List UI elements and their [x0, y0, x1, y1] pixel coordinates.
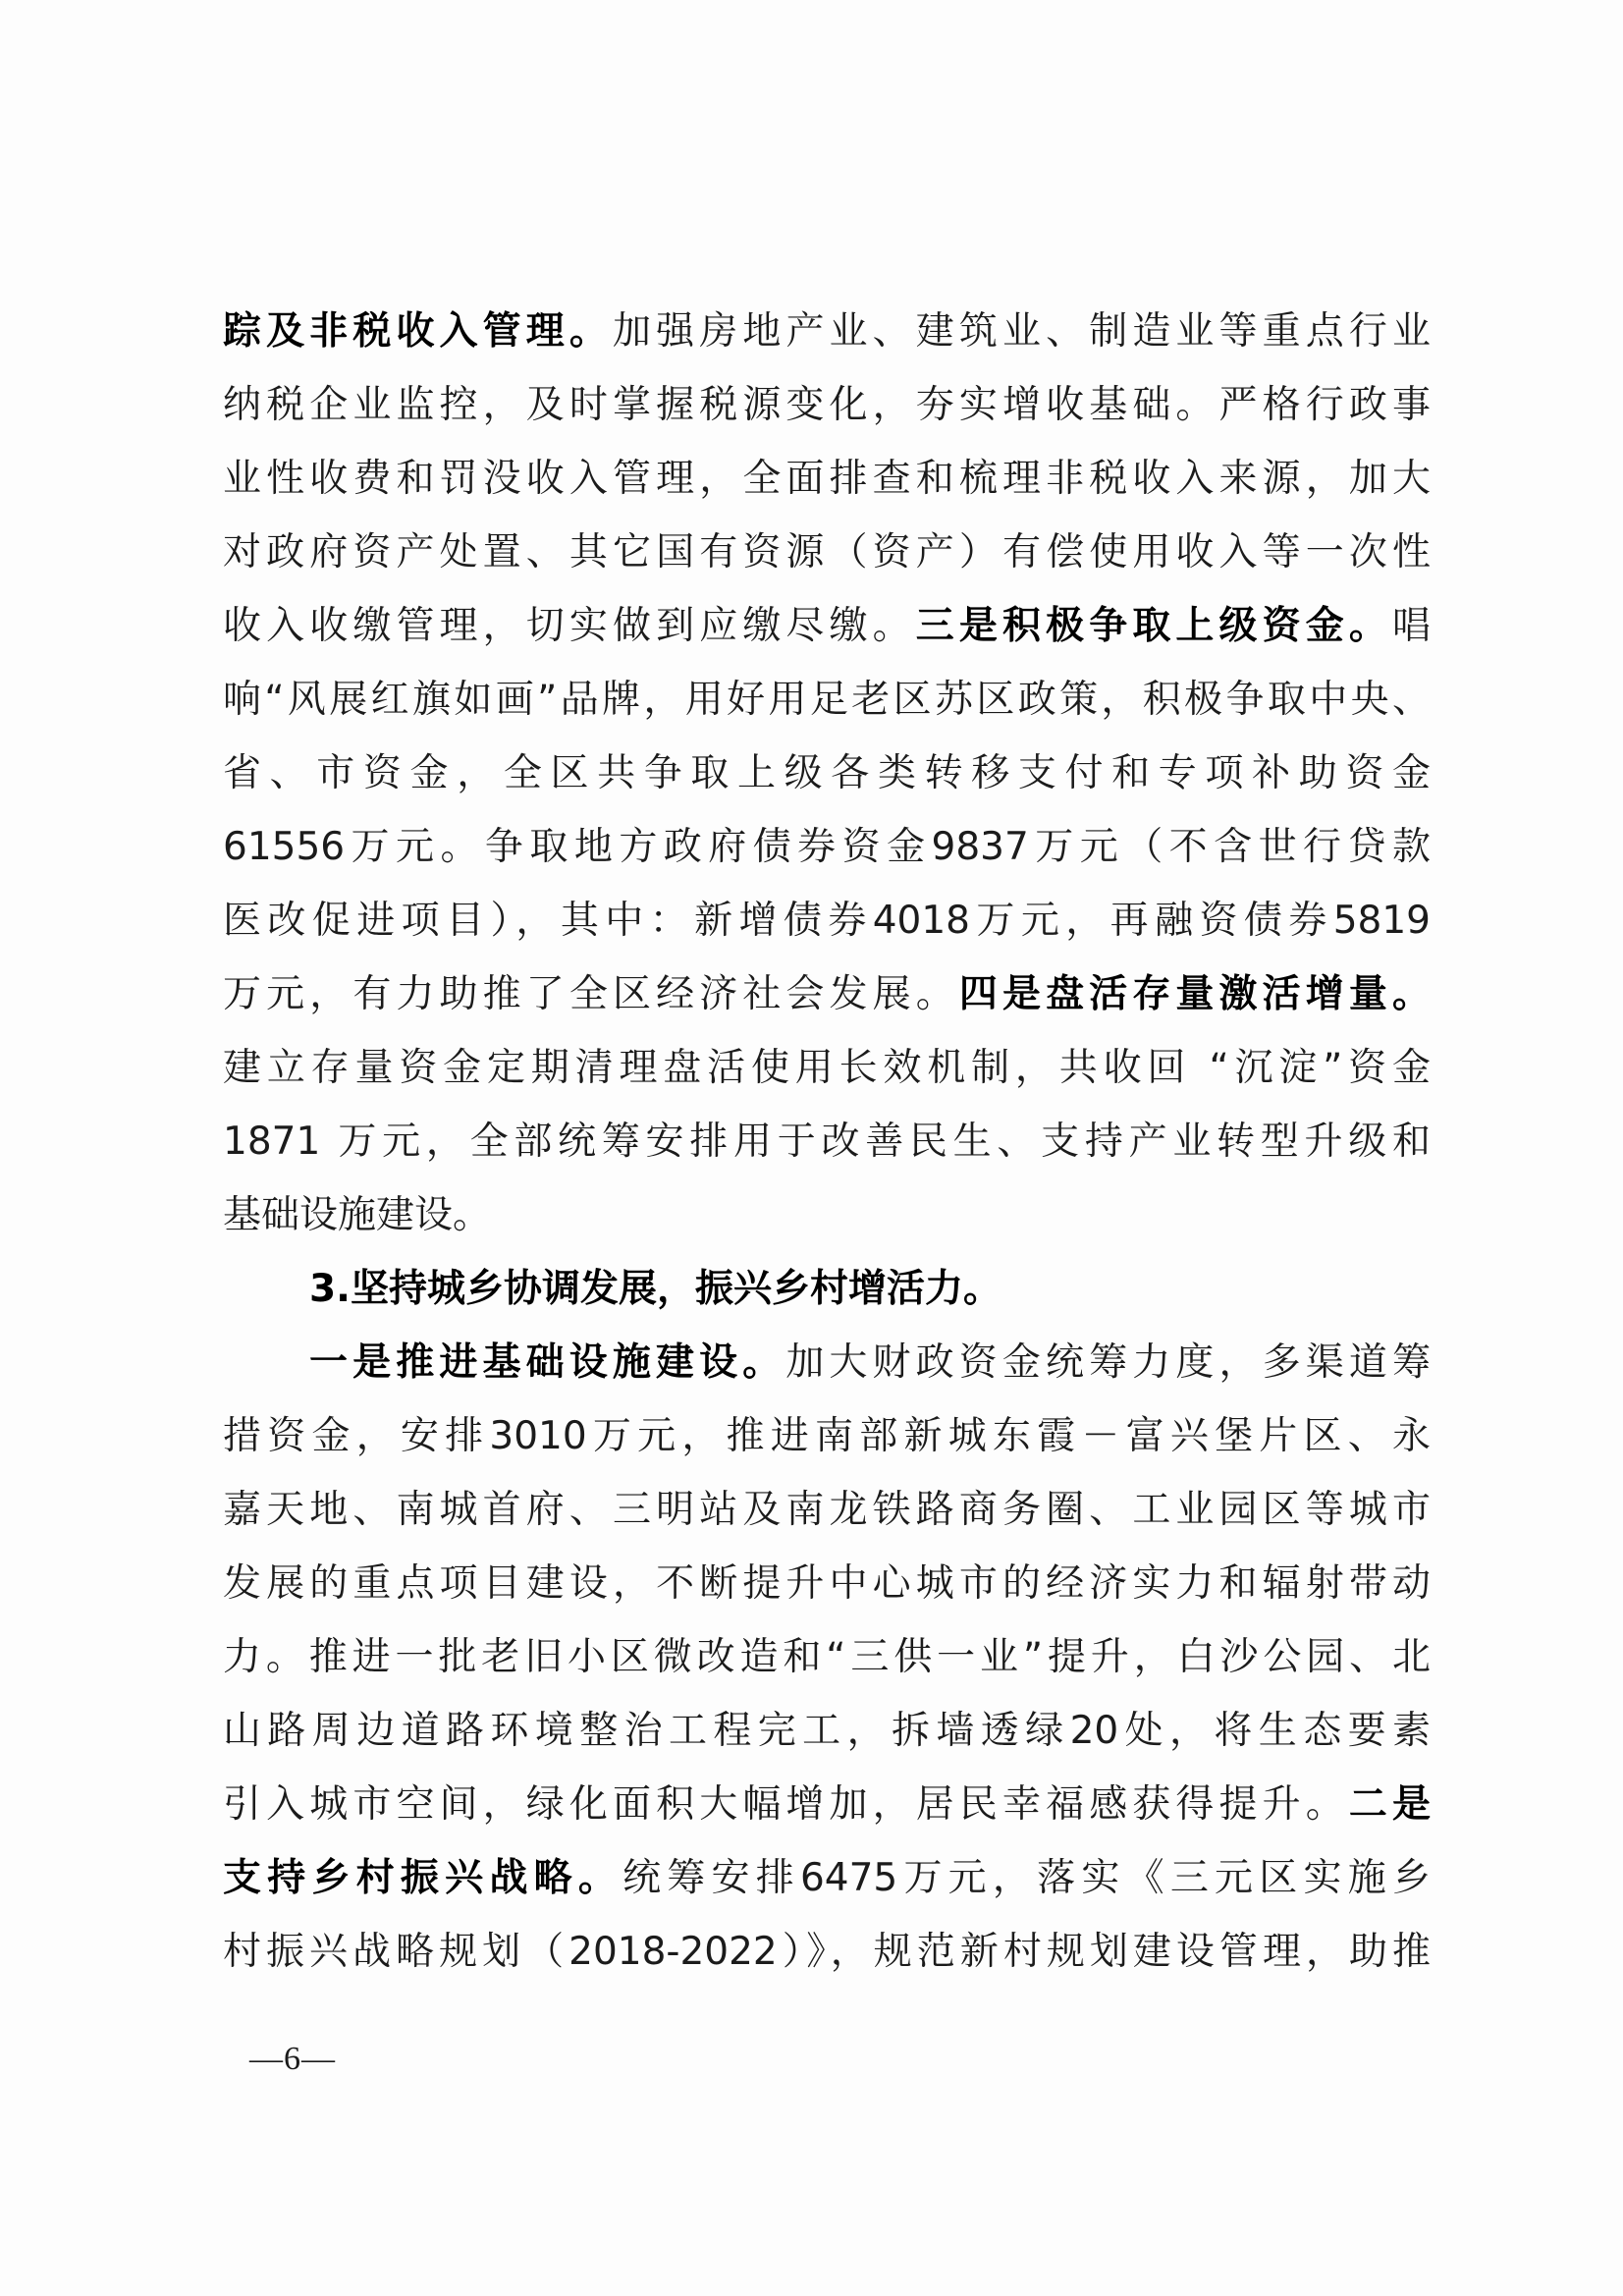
text-line	[223, 1473, 1431, 1547]
body-text	[223, 295, 1431, 1989]
text-line	[223, 737, 1431, 810]
text-run: 省、市资金，全区共争取上级各类转移支付和专项补助资金	[223, 751, 1431, 795]
text-run: 嘉天地、南城首府、三明站及南龙铁路商务圈、工业园区等城市	[223, 1488, 1431, 1532]
text-run: 医改促进项目），其中：新增债券4018万元，再融资债券5819	[223, 899, 1431, 943]
bold-phrase: 踪及非税收入管理。	[223, 309, 613, 354]
text-run: 对政府资产处置、其它国有资源（资产）有偿使用收入等一次性	[223, 530, 1431, 574]
text-line	[223, 295, 1431, 368]
text-run: 措资金，安排3010万元，推进南部新城东霞－富兴堡片区、永	[223, 1414, 1431, 1458]
text-line	[223, 1841, 1431, 1915]
text-line	[223, 884, 1431, 957]
text-run: 基础设施建设。	[223, 1193, 492, 1237]
bold-phrase: 支持乡村振兴战略。	[223, 1856, 623, 1900]
text-line	[223, 1178, 1431, 1252]
text-run: 唱	[1391, 604, 1431, 648]
bold-phrase: 四是盘活存量激活增量。	[958, 972, 1431, 1016]
text-run: 引入城市空间，绿化面积大幅增加，居民幸福感获得提升。	[223, 1782, 1349, 1827]
text-run: 61556万元。争取地方政府债券资金9837万元（不含世行贷款	[223, 825, 1431, 869]
text-line	[223, 957, 1431, 1031]
bold-phrase: 二是	[1348, 1782, 1431, 1827]
text-run: 统筹安排6475万元，落实《三元区实施乡	[622, 1856, 1431, 1900]
text-run: 村振兴战略规划（2018-2022）》，规范新村规划建设管理，助推	[223, 1930, 1431, 1974]
text-run: 纳税企业监控，及时掌握税源变化，夯实增收基础。严格行政事	[223, 383, 1431, 427]
text-run: 加大财政资金统筹力度，多渠道筹	[785, 1340, 1431, 1385]
text-line	[223, 442, 1431, 516]
page-number: —6—	[249, 2041, 336, 2077]
text-run: 万元，有力助推了全区经济社会发展。	[223, 972, 959, 1016]
text-run: 业性收费和罚没收入管理，全面排查和梳理非税收入来源，加大	[223, 457, 1431, 501]
text-line	[223, 1547, 1431, 1620]
text-run: 发展的重点项目建设，不断提升中心城市的经济实力和辐射带动	[223, 1561, 1431, 1606]
text-run: 1871 万元，全部统筹安排用于改善民生、支持产业转型升级和	[223, 1120, 1431, 1164]
text-line	[223, 1399, 1431, 1473]
text-line	[223, 663, 1431, 737]
text-line	[223, 589, 1431, 663]
text-line	[223, 1105, 1431, 1178]
text-run: 加强房地产业、建筑业、制造业等重点行业	[613, 309, 1431, 354]
bold-phrase: 一是推进基础设施建设。	[309, 1340, 786, 1385]
text-line	[223, 1768, 1431, 1841]
text-run: 力。推进一批老旧小区微改造和“三供一业”提升，白沙公园、北	[223, 1635, 1431, 1679]
text-line	[223, 1620, 1431, 1694]
text-line	[223, 810, 1431, 884]
text-line	[223, 516, 1431, 589]
text-run: 山路周边道路环境整治工程完工，拆墙透绿20处，将生态要素	[223, 1709, 1431, 1753]
text-run: 响“风展红旗如画”品牌，用好用足老区苏区政策，积极争取中央、	[223, 678, 1431, 722]
bold-phrase: 3.坚持城乡协调发展，振兴乡村增活力。	[309, 1267, 1001, 1311]
text-line	[223, 1252, 1431, 1326]
text-line	[223, 1694, 1431, 1768]
text-run: 收入收缴管理，切实做到应缴尽缴。	[223, 604, 916, 648]
text-line	[223, 368, 1431, 442]
text-line	[223, 1915, 1431, 1989]
text-run: 建立存量资金定期清理盘活使用长效机制，共收回 “沉淀”资金	[223, 1046, 1431, 1090]
bold-phrase: 三是积极争取上级资金。	[915, 604, 1392, 648]
text-line	[223, 1031, 1431, 1105]
text-line	[223, 1326, 1431, 1399]
